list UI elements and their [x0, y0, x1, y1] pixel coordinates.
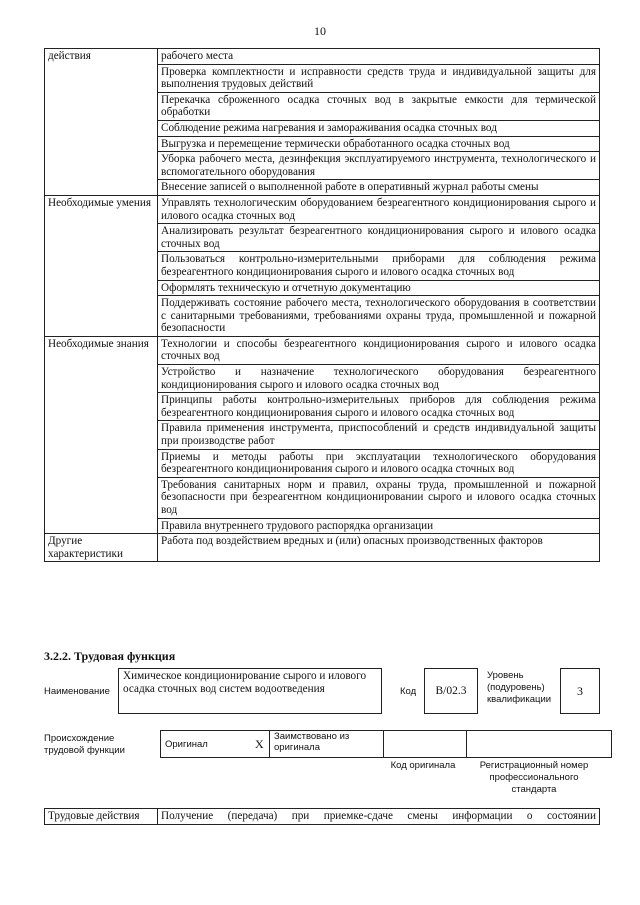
reg-caption: Регистрационный номер профессионального стандарта: [479, 760, 589, 795]
table-cell: Правила внутреннего трудового распорядка организации: [158, 518, 600, 534]
table-cell: Технологии и способы безреагентного кондиционирования сырого и илового осадка сточных вод: [158, 336, 600, 364]
table-cell: Требования санитарных норм и правил, охраны труда, промышленной и пожарной безопасности при безреагентном кондиционировании сырого и илового осадка сточных вод: [158, 477, 600, 518]
table-cell: Правила применения инструмента, приспособлений и средств индивидуальной защиты при производстве работ: [158, 421, 600, 449]
function-details-table: [44, 48, 600, 562]
function-name-box: Химическое кондиционирование сырого и илового осадка сточных вод систем водоотведения: [118, 668, 382, 714]
origin-table: [160, 730, 612, 758]
table-cell: Работа под воздействием вредных и (или) опасных производственных факторов: [158, 534, 600, 562]
origin-label: Происхождение трудовой функции: [44, 733, 125, 756]
bottom-label: Трудовые действия: [45, 809, 158, 825]
section-heading: 3.2.2. Трудовая функция: [44, 649, 176, 663]
section-label: Другие характеристики: [45, 534, 158, 562]
original-label: Оригинал: [161, 731, 252, 758]
function-code-box: B/02.3: [424, 668, 478, 714]
table-cell: Перекачка сброженного осадка сточных вод в закрытые емкости для термической обработки: [158, 92, 600, 120]
reg-number-cell: [467, 731, 612, 758]
table-cell: Соблюдение режима нагревания и замораживания осадка сточных вод: [158, 120, 600, 136]
level-value-box: 3: [560, 668, 600, 714]
section-label: Необходимые умения: [45, 195, 158, 336]
bottom-text: Получение (передача) при приемке-сдаче смены информации о состоянии: [158, 809, 600, 825]
table-cell: Уборка рабочего места, дезинфекция эксплуатируемого инструмента, технологического и вспомогательного оборудования: [158, 152, 600, 180]
borrowed-label: Заимствовано из оригинала: [270, 731, 384, 758]
table-cell: Поддерживать состояние рабочего места, технологического оборудования в соответствии с санитарными требованиями, требованиями охраны труда, промышленной и пожарной безопасности: [158, 296, 600, 337]
original-mark: X: [251, 731, 270, 758]
table-cell: Выгрузка и перемещение термически обработанного осадка сточных вод: [158, 136, 600, 152]
table-cell: Управлять технологическим оборудованием безреагентного кондиционирования сырого и илового осадка сточных вод: [158, 195, 600, 223]
code-caption: Код оригинала: [390, 760, 456, 771]
table-row: [45, 49, 600, 65]
table-cell: Пользоваться контрольно-измерительными приборами для соблюдения режима безреагентного кондиционирования сырого и илового осадка сточных вод: [158, 252, 600, 280]
page-number: 10: [314, 24, 326, 38]
table-cell: Внесение записей о выполненной работе в оперативный журнал работы смены: [158, 180, 600, 196]
level-label: Уровень (подуровень) квалификации: [487, 670, 552, 705]
table-cell: Устройство и назначение технологического оборудования безреагентного кондиционирования сырого и илового осадка сточных вод: [158, 365, 600, 393]
name-label: Наименование: [44, 686, 110, 697]
table-row: [45, 336, 600, 364]
table-cell: Оформлять техническую и отчетную документацию: [158, 280, 600, 296]
code-label: Код: [400, 686, 417, 697]
table-row: [45, 534, 600, 562]
table-cell: рабочего места: [158, 49, 600, 65]
table-cell: Проверка комплектности и исправности средств труда и индивидуальной защиты для выполнения трудовых действий: [158, 64, 600, 92]
table-row: [45, 195, 600, 223]
section-label: Необходимые знания: [45, 336, 158, 533]
table-cell: Принципы работы контрольно-измерительных приборов для соблюдения режима безреагентного кондиционирования сырого и илового осадка сточных вод: [158, 393, 600, 421]
table-cell: Анализировать результат безреагентного кондиционирования сырого и илового осадка сточных вод: [158, 224, 600, 252]
section-label: действия: [45, 49, 158, 196]
table-cell: Приемы и методы работы при эксплуатации технологического оборудования безреагентного кондиционирования сырого и илового осадка сточных вод: [158, 449, 600, 477]
work-actions-table: [44, 808, 600, 825]
original-code-cell: [384, 731, 467, 758]
